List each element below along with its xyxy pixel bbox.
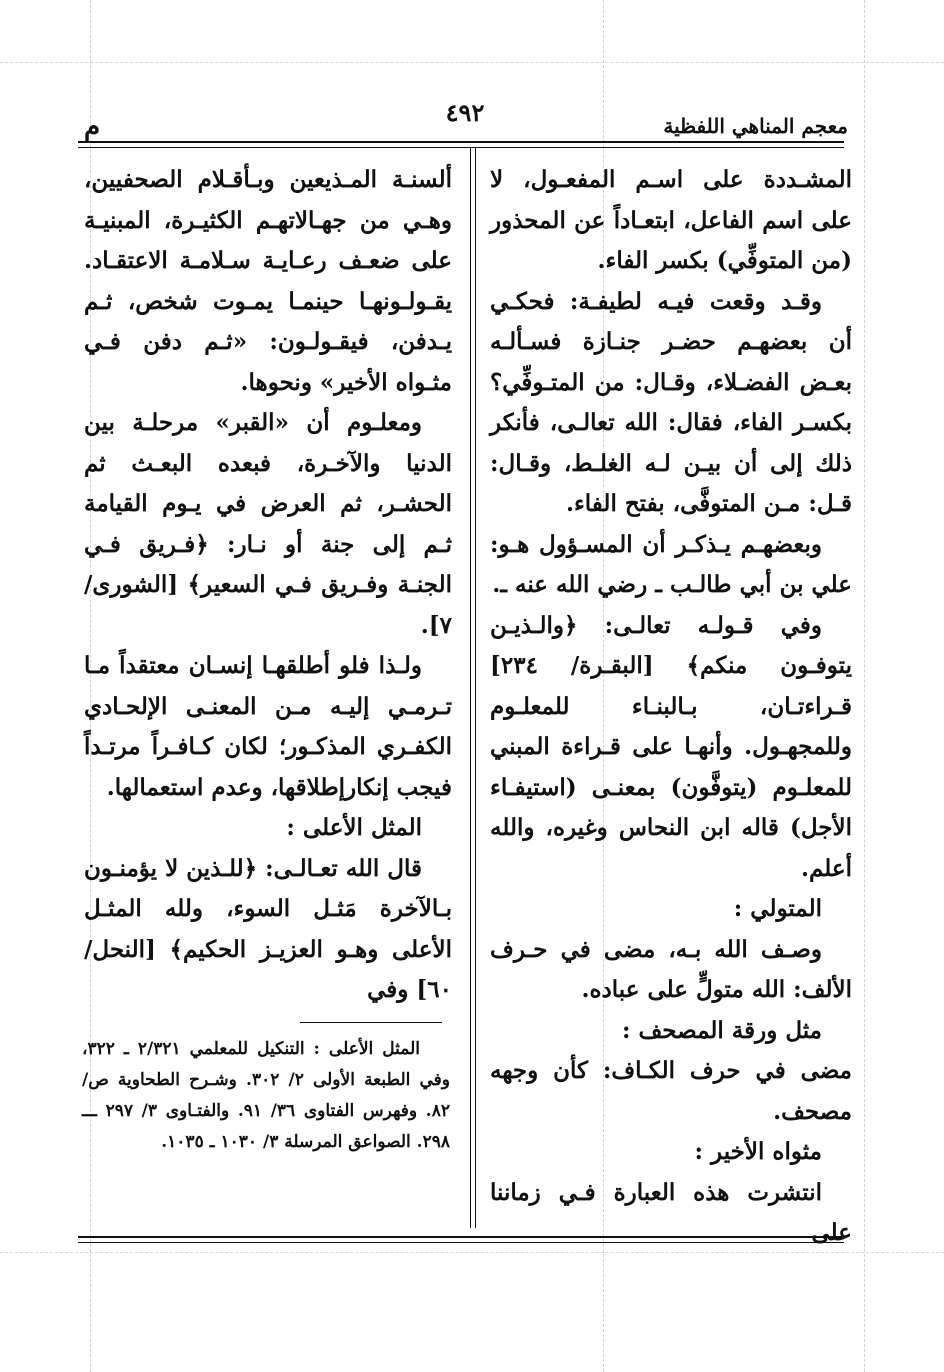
entry-heading: المتولي : [733, 895, 822, 922]
scan-guide-line [864, 0, 865, 1372]
header-rule-thin [78, 147, 844, 148]
bottom-rule-thin [78, 1242, 844, 1243]
running-title: معجم المناهي اللفظية [663, 114, 848, 138]
paragraph: قال الله تعـالـى: ﴿للـذين لا يؤمنـون بـالآخرة مَثـل السوء، ولله المثـل الأعلى وهـو العزيـز الحكيم﴾ [النحل/ ٦٠] وفي [84, 854, 452, 1003]
paragraph: وفي قـولـه تعالـى: ﴿والـذيـن يتوفـون منكم﴾ [البقـرة/ ٢٣٤] قـراءتـان، بـالبنـاء للمعلـوم وللمجهـول. وأنهـا على قـراءة المبني للمعلـوم (يتوفَّون) بمعنـى (استيفـاء الأجل) قاله ابن النحاس وغيره، والله أعلم. [490, 611, 852, 882]
footnote-text: المثل الأعلى : التنكيل للمعلمي ٢/٣٢١ ـ ٣٢٢، وفي الطبعة الأولى ٢/ ٣٠٢. وشـرح الطحاوية ص/ ٨٢. وفهرس الفتاوى ٣٦/ ٩١. والفتـاوى ٣/ ٢٩٧ ـــ ٢٩٨. الصواعق المرسلة ٣/ ١٠٣٠ ـ ١٠٣٥. [82, 1039, 451, 1152]
bottom-rule [78, 1236, 844, 1238]
column-divider [475, 148, 476, 1228]
footnote [82, 1034, 450, 1158]
chapter-letter-mark: م [84, 112, 101, 142]
page-number: ٤٩٢ [445, 98, 485, 127]
paragraph: انتشرت هذه العبارة فـي زماننا على [490, 1178, 852, 1246]
paragraph: مضى في حرف الكـاف: كأن وجهه مصحف. [490, 1057, 852, 1125]
right-column [490, 160, 852, 1254]
left-column [84, 160, 452, 1011]
paragraph: وقـد وقعت فيـه لطيفـة: فحكـي أن بعضهـم حضـر جنـازة فسـألـه بعـض الفضـلاء، وقـال: من المتـوفِّي؟ بكسـر الفاء، فقال: الله تعالـى، فأنكر ذلك إلى أن بيـن لـه الغلـط، وقـال: قـل: مـن المتوفَّى، بفتح الفاء. [490, 287, 852, 517]
paragraph: وصـف الله بـه، مضى في حـرف الألف: الله متولٍّ على عباده. [490, 935, 852, 1003]
scan-guide-line [0, 62, 944, 63]
entry-heading: مثواه الأخير : [694, 1138, 822, 1165]
paragraph: المشـددة على اسـم المفعـول، لا على اسم الفاعل، ابتعـاداً عن المحذور (من المتوفِّي) بكسر الفاء. [490, 166, 852, 274]
header-rule [78, 141, 844, 143]
paragraph: ولـذا فلو أطلقهـا إنسـان معتقداً مـا تـرمـي إليـه مـن المعنـى الإلحـادي الكفـري المذكـور؛ لكان كـافـراً مرتـداً فيجب إنكارإطلاقها، وعدم استعمالها. [84, 652, 452, 801]
paragraph: وبعضهـم يـذكـر أن المسـؤول هـو: علي بن أبي طالـب ـ رضي الله عنه ـ. [490, 530, 852, 598]
entry-heading: مثل ورقة المصحف : [621, 1016, 822, 1044]
entry-heading: المثل الأعلى : [286, 814, 422, 841]
paragraph: ألسنـة المـذيعين وبـأقـلام الصحفيين، وهـي من جهـالاتهـم الكثيـرة، المبنيـة على ضعـف رعـايـة سـلامـة الاعتقـاد. يقـولـونهـا حينمـا يمـوت شخص، ثـم يـدفن، فيقـولـون: «ثـم دفن فـي مثـواه الأخير» ونحوها. [84, 166, 452, 396]
paragraph: ومعلـوم أن «القبر» مرحلـة بين الدنيا والآخـرة، فبعده البعـث ثم الحشـر، ثم العرض في يـوم القيامة ثـم إلى جنة أو نـار: ﴿فـريق فـي الجنـة وفـريق فـي السعير﴾ [الشورى/ ٧]. [84, 409, 452, 639]
column-divider [470, 148, 471, 1228]
footnote-rule [300, 1022, 442, 1023]
